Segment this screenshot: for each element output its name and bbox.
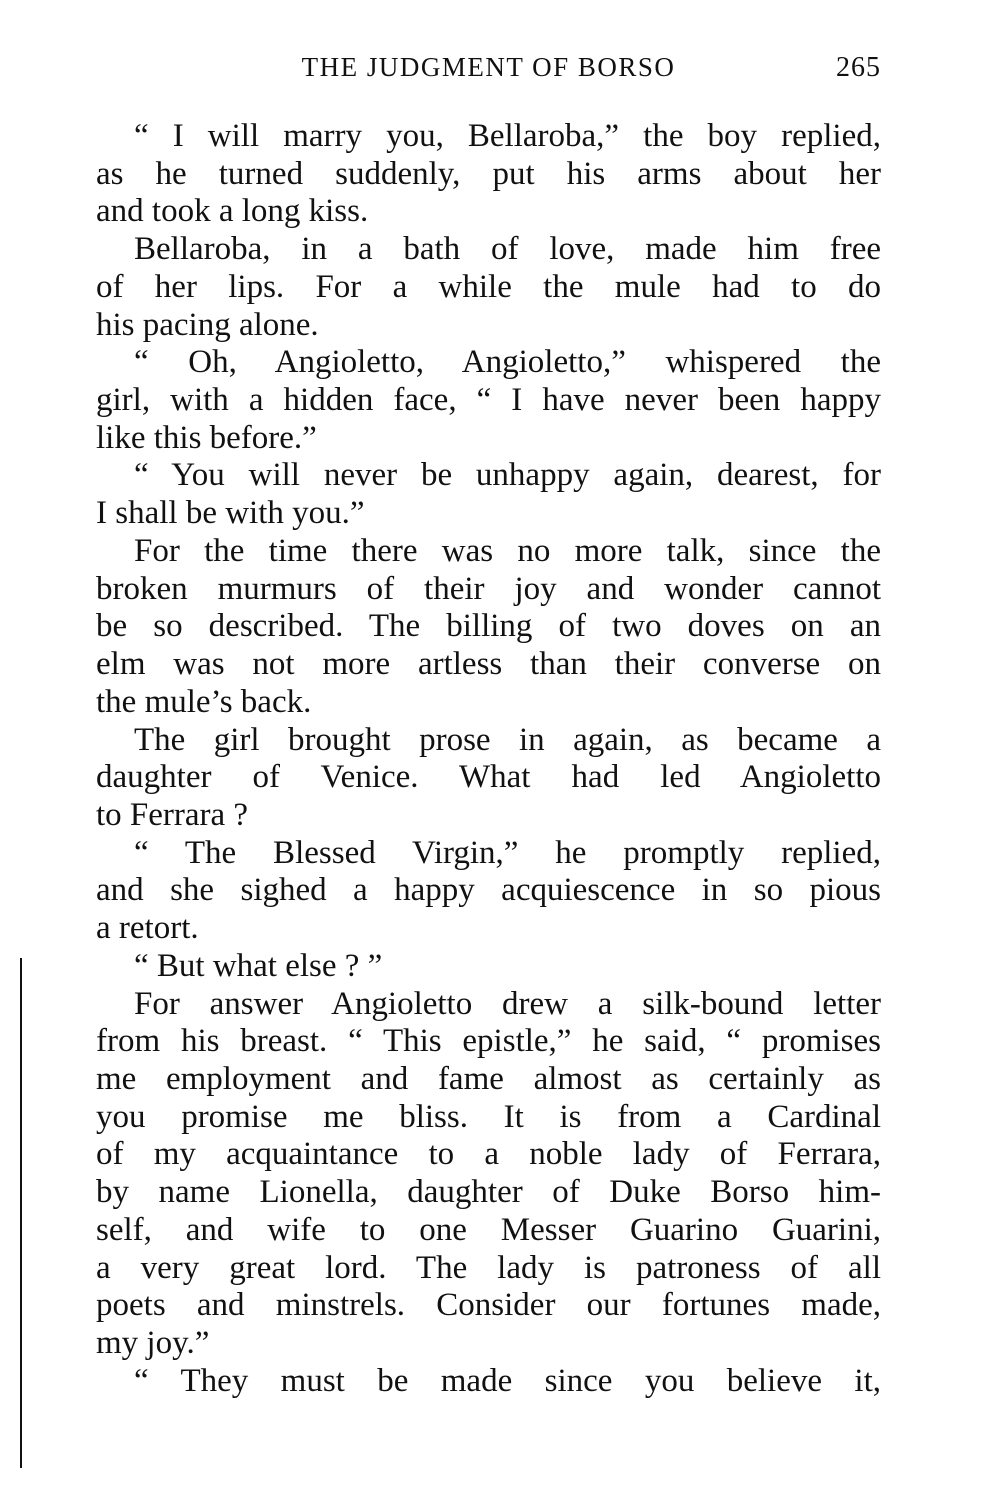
text-line: I shall be with you.” <box>96 495 365 532</box>
margin-rule <box>20 958 22 1468</box>
text-line: and took a long kiss. <box>96 193 369 230</box>
text-line: “ I will marry you, Bellaroba,” the boy replied, <box>134 118 881 154</box>
text-line: to Ferrara ? <box>96 796 249 833</box>
text-line: of her lips. For a while the mule had to do <box>96 268 881 305</box>
text-line: daughter of Venice. What had led Angioletto <box>96 759 881 796</box>
text-line: me employment and fame almost as certainly as <box>96 1060 881 1097</box>
text-line: a retort. <box>96 910 199 947</box>
text-line: For answer Angioletto drew a silk-bound letter <box>134 985 881 1022</box>
running-head <box>96 52 881 92</box>
text-line: the mule’s back. <box>96 683 312 720</box>
text-line: a very great lord. The lady is patroness of all <box>96 1249 881 1286</box>
text-line: my joy.” <box>96 1325 210 1361</box>
text-line: be so described. The billing of two doves on an <box>96 608 881 645</box>
text-line: by name Lionella, daughter of Duke Borso him- <box>96 1174 881 1211</box>
text-line: and she sighed a happy acquiescence in so pious <box>96 872 881 909</box>
text-line: “ Oh, Angioletto, Angioletto,” whispered the <box>134 344 881 381</box>
text-line: you promise me bliss. It is from a Cardinal <box>96 1098 881 1135</box>
text-line: elm was not more artless than their converse on <box>96 646 881 683</box>
page-number: 265 <box>836 52 881 83</box>
text-line: as he turned suddenly, put his arms about her <box>96 155 881 192</box>
body-text <box>96 118 881 1400</box>
running-title: THE JUDGMENT OF BORSO <box>301 52 676 82</box>
text-line: of my acquaintance to a noble lady of Ferrara, <box>96 1136 881 1173</box>
text-line: “ But what else ? ” <box>134 947 383 984</box>
text-line: “ They must be made since you believe it, <box>134 1362 881 1399</box>
text-line: poets and minstrels. Consider our fortunes made, <box>96 1287 881 1324</box>
text-line: his pacing alone. <box>96 306 319 343</box>
text-line: “ The Blessed Virgin,” he promptly replied, <box>134 834 881 871</box>
text-line: from his breast. “ This epistle,” he said, “ promises <box>96 1023 881 1060</box>
text-line: Bellaroba, in a bath of love, made him free <box>134 231 881 268</box>
text-line: self, and wife to one Messer Guarino Guarini, <box>96 1211 881 1248</box>
text-line: For the time there was no more talk, since the <box>134 532 881 569</box>
text-line: “ You will never be unhappy again, dearest, for <box>134 457 881 494</box>
text-line: girl, with a hidden face, “ I have never been happy <box>96 382 881 419</box>
text-line: like this before.” <box>96 419 317 456</box>
text-line: broken murmurs of their joy and wonder cannot <box>96 570 881 607</box>
text-line: The girl brought prose in again, as became a <box>134 721 881 758</box>
